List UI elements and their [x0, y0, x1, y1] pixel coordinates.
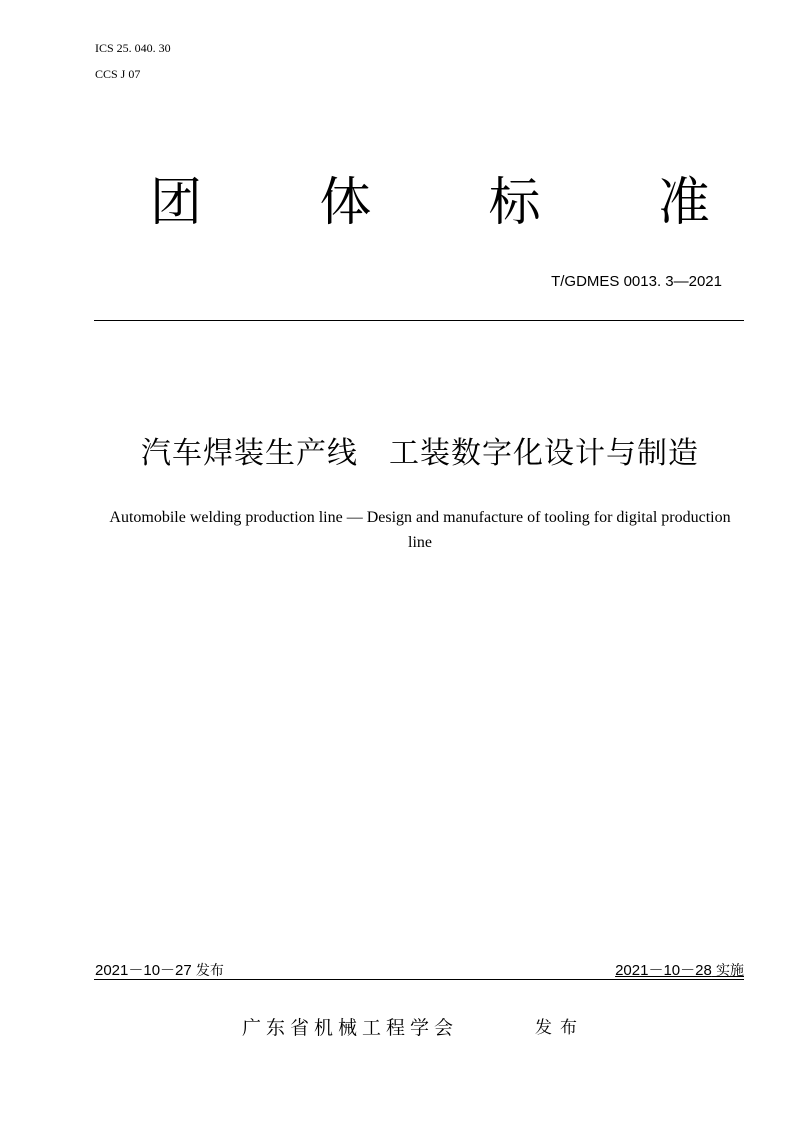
chinese-title: 汽车焊装生产线 工装数字化设计与制造 [141, 436, 699, 471]
issuer-action: 发布 [535, 1018, 585, 1038]
publish-date-value: 2021－10－27 [95, 962, 192, 979]
publish-label: 发布 [195, 963, 224, 979]
implement-date-value: 2021－10－28 [615, 962, 712, 979]
top-divider [94, 320, 744, 321]
title-char-3: 标 [488, 173, 541, 233]
title-char-1: 团 [150, 173, 203, 233]
issuer-name: 广东省机械工程学会 [242, 1017, 459, 1039]
publish-date [95, 961, 224, 981]
document-type-title [150, 170, 710, 240]
title-char-2: 体 [319, 173, 372, 233]
ccs-code: CCS J 07 [95, 67, 141, 81]
ics-code: ICS 25. 040. 30 [95, 41, 171, 55]
bottom-divider [94, 979, 744, 980]
implement-date [615, 961, 744, 981]
standard-number: T/GDMES 0013. 3—2021 [551, 273, 722, 290]
title-char-4: 准 [657, 173, 710, 233]
english-title: Automobile welding production line — Design and manufacture of tooling for digital production line [109, 509, 731, 551]
implement-label: 实施 [716, 963, 744, 979]
